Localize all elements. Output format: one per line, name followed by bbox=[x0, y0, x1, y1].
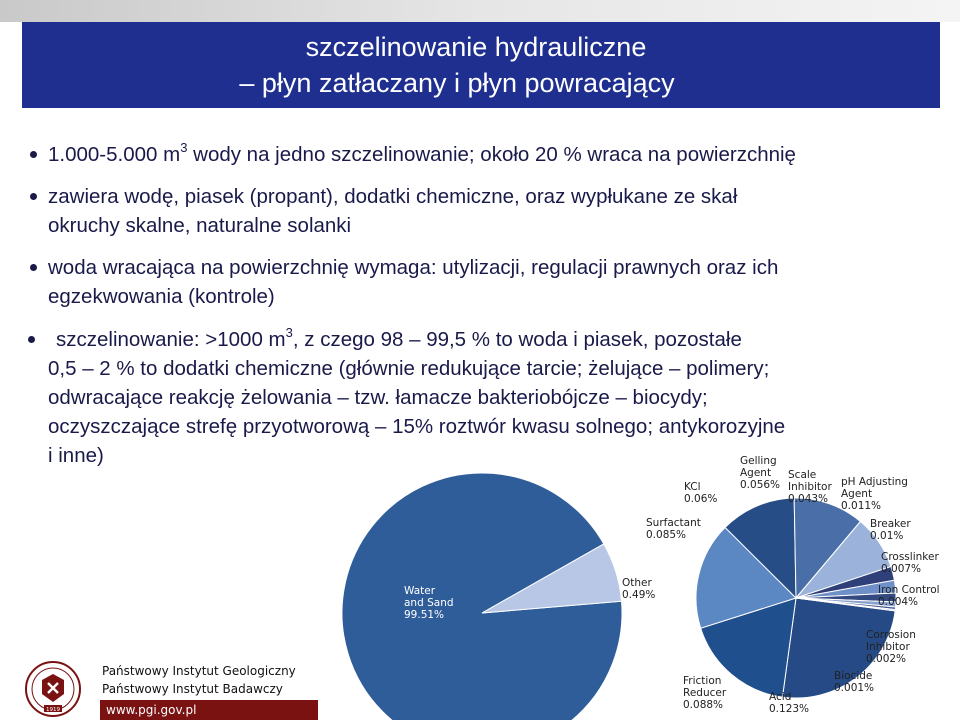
bullet-dot bbox=[30, 193, 37, 200]
pie-label-water-and-sand: Water and Sand 99.51% bbox=[404, 585, 454, 621]
bullet-text: egzekwowania (kontrole) bbox=[48, 285, 275, 308]
svg-text:1919: 1919 bbox=[46, 707, 60, 713]
breakdown-label-corrosion-inhibitor: Corrosion Inhibitor 0.002% bbox=[866, 629, 916, 665]
breakdown-label-acid: Acid 0.123% bbox=[769, 691, 810, 715]
pie-label-other: Other 0.49% bbox=[622, 577, 656, 601]
bullet-list bbox=[24, 140, 924, 470]
breakdown-label-crosslinker: Crosslinker 0.007% bbox=[881, 551, 939, 575]
superscript: 3 bbox=[180, 140, 188, 156]
slide-title: szczelinowanie hydrauliczne bbox=[305, 32, 647, 62]
breakdown-label-ph-adjusting-agent: pH Adjusting Agent 0.011% bbox=[841, 476, 908, 512]
bullet-text: woda wracająca na powierzchnię wymaga: utylizacji, regulacji prawnych oraz ich bbox=[48, 256, 779, 279]
bullet-dot bbox=[30, 151, 37, 158]
institute-name-line2: Państwowy Instytut Badawczy bbox=[102, 682, 283, 696]
breakdown-label-iron-control: Iron Control 0.004% bbox=[878, 584, 940, 608]
breakdown-label-surfactant: Surfactant 0.085% bbox=[646, 517, 701, 541]
breakdown-label-kcl: KCl 0.06% bbox=[684, 481, 718, 505]
bullet-text: , z czego 98 – 99,5 % to woda i piasek, pozostałe bbox=[292, 328, 742, 351]
bullet-water-volume bbox=[24, 140, 924, 169]
breakdown-label-breaker: Breaker 0.01% bbox=[870, 518, 911, 542]
website-link[interactable]: www.pgi.gov.pl bbox=[100, 700, 318, 720]
chart-panel bbox=[336, 448, 940, 720]
top-decoration-bar bbox=[0, 0, 960, 22]
slide-subtitle: – płyn zatłaczany i płyn powracający bbox=[239, 68, 675, 98]
breakdown-label-friction-reducer: Friction Reducer 0.088% bbox=[683, 675, 727, 711]
bullet-dot bbox=[28, 336, 35, 343]
bullet-return-water bbox=[24, 253, 924, 311]
breakdown-label-biocide: Biocide 0.001% bbox=[834, 670, 875, 694]
pgi-logo-icon bbox=[24, 660, 82, 718]
superscript: 3 bbox=[285, 325, 293, 341]
bullet-text: 0,5 – 2 % to dodatki chemiczne (głównie redukujące tarcie; żelujące – polimery; bbox=[48, 357, 770, 380]
bullet-composition bbox=[24, 182, 924, 240]
breakdown-label-gelling-agent: Gelling Agent 0.056% bbox=[740, 455, 781, 491]
fluid-composition-chart bbox=[336, 448, 940, 720]
bullet-text: 1.000-5.000 m bbox=[48, 143, 181, 166]
institute-name bbox=[102, 662, 296, 698]
bullet-text: szczelinowanie: >1000 m bbox=[56, 328, 286, 351]
bullet-text: wody na jedno szczelinowanie; około 20 % wraca na powierzchnię bbox=[187, 143, 796, 166]
breakdown-label-scale-inhibitor: Scale Inhibitor 0.043% bbox=[788, 469, 832, 505]
bullet-dot bbox=[30, 264, 37, 271]
title-banner bbox=[22, 22, 940, 108]
bullet-text: odwracające reakcję żelowania – tzw. łamacze bakteriobójcze – biocydy; bbox=[48, 386, 708, 409]
bullet-text: oczyszczające strefę przyotworową – 15% roztwór kwasu solnego; antykorozyjne bbox=[48, 415, 786, 438]
bullet-text: zawiera wodę, piasek (propant), dodatki chemiczne, oraz wypłukane ze skał bbox=[48, 185, 738, 208]
bullet-text: okruchy skalne, naturalne solanki bbox=[48, 214, 352, 237]
institute-name-line1: Państwowy Instytut Geologiczny bbox=[102, 664, 296, 678]
bullet-text: i inne) bbox=[48, 444, 104, 467]
